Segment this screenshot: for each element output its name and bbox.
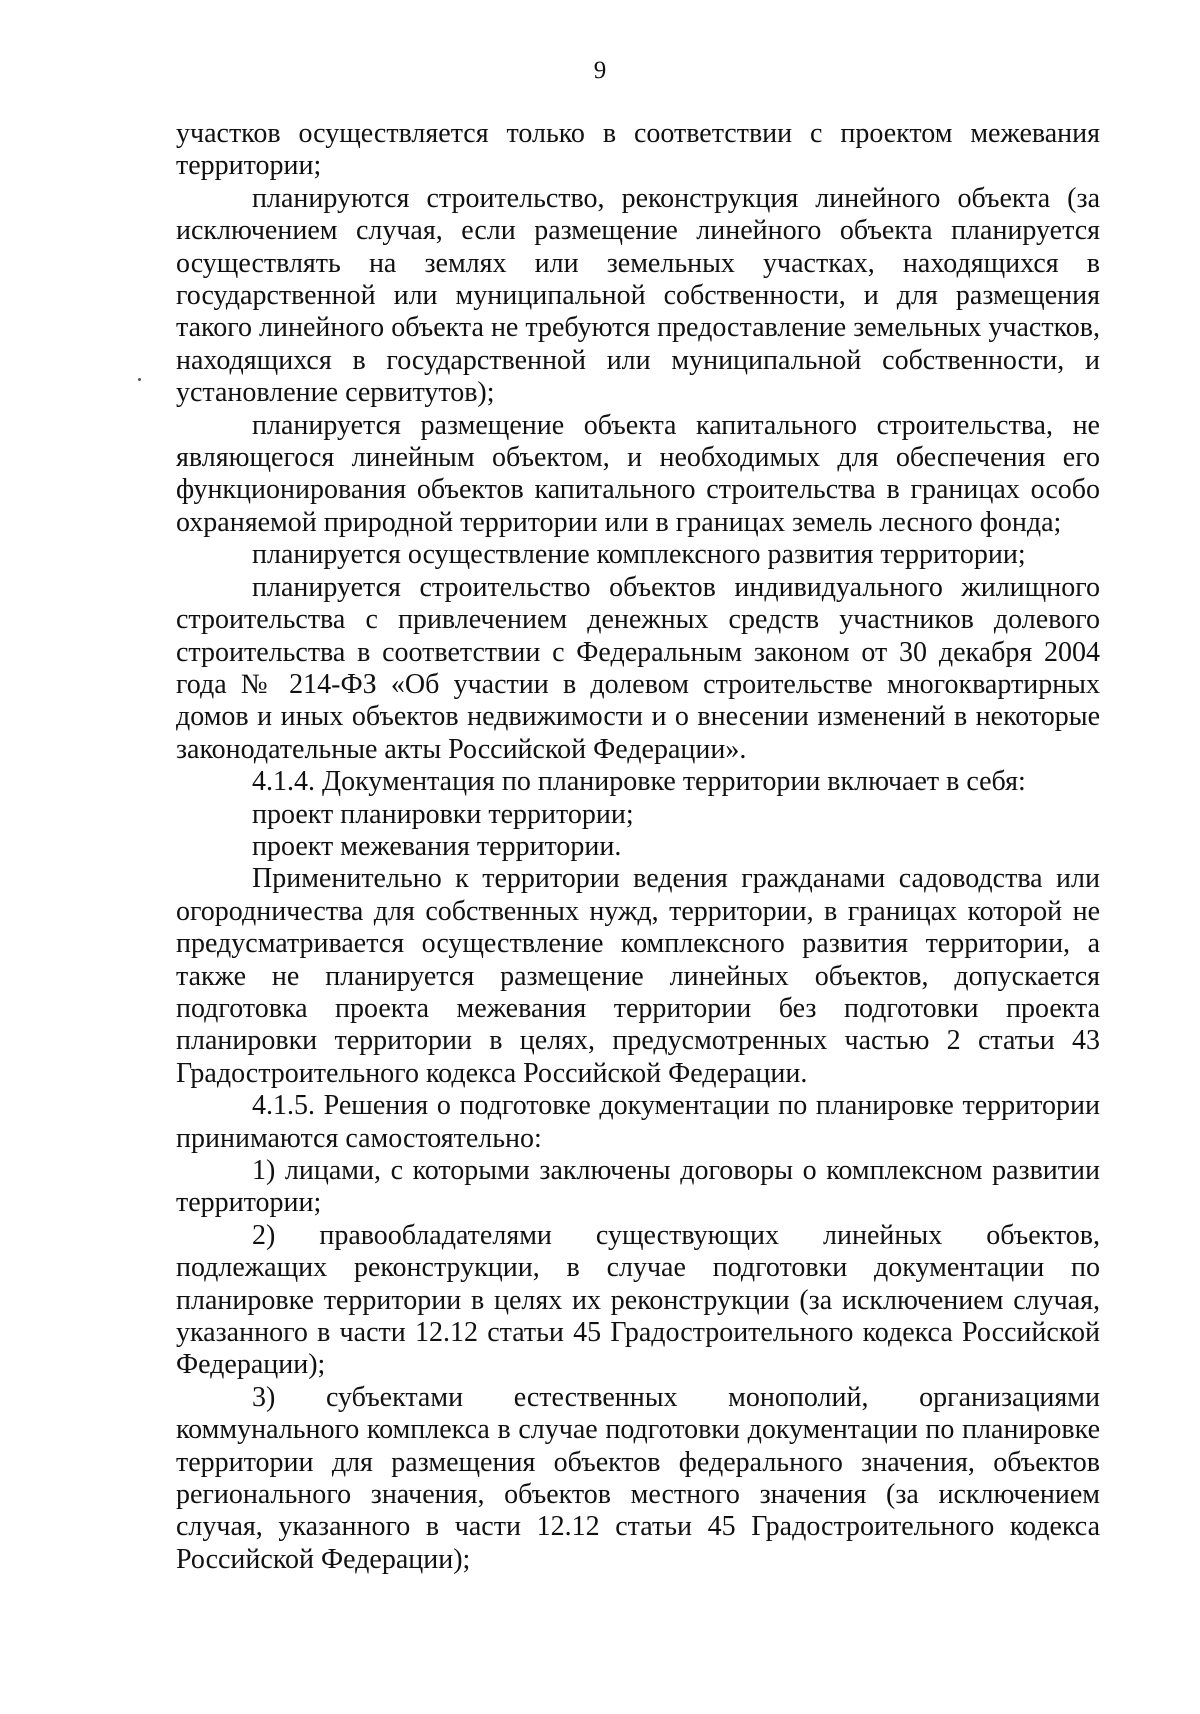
paragraph-capital-construction: планируется размещение объекта капитального строительства, не являющегося линейным объектом, и необходимых для обеспечения его функционирования объектов капитального строительства в границах особо охраняемой природной территории или в границах земель лесного фонда; bbox=[176, 409, 1100, 538]
paragraph-planning-project: проект планировки территории; bbox=[252, 798, 634, 830]
paragraph-individual-housing: планируется строительство объектов индивидуального жилищного строительства с привлечением денежных средств участников долевого строительства в соответствии с Федеральным законом от 30 декабря 2004 года № 214-ФЗ «Об участии в долевом строительстве многоквартирных домов и иных объектов недвижимости и о внесении изменений в некоторые законодательные акты Российской Федерации». bbox=[176, 571, 1100, 765]
list-item-2: 2) правообладателями существующих линейных объектов, подлежащих реконструкции, в случае подготовки документации по планировке территории в целях их реконструкции (за исключением случая, указанного в части 12.12 статьи 45 Градостроительного кодекса Российской Федерации); bbox=[176, 1219, 1100, 1381]
paragraph-gardening-territory: Применительно к территории ведения гражданами садоводства или огородничества для собственных нужд, территории, в границах которой не предусматривается осуществление комплексного развития территории, а также не планируется размещение линейных объектов, допускается подготовка проекта межевания территории без подготовки проекта планировки территории в целях, предусмотренных частью 2 статьи 43 Градостроительного кодекса Российской Федерации. bbox=[176, 863, 1100, 1089]
paragraph-complex-development: планируется осуществление комплексного развития территории; bbox=[252, 539, 1026, 571]
paragraph-4-1-4: 4.1.4. Документация по планировке территории включает в себя: bbox=[252, 766, 1026, 798]
paragraph-4-1-5: 4.1.5. Решения о подготовке документации по планировке территории принимаются самостоятельно: bbox=[176, 1090, 1100, 1154]
list-item-3: 3) субъектами естественных монополий, организациями коммунального комплекса в случае подготовки документации по планировке территории для размещения объектов федерального значения, объектов регионального значения, объектов местного значения (за исключением случая, указанного в части 12.12 статьи 45 Градостроительного кодекса Российской Федерации); bbox=[176, 1381, 1100, 1575]
list-item-1: 1) лицами, с которыми заключены договоры о комплексном развитии территории; bbox=[176, 1155, 1100, 1219]
page-number: 9 bbox=[593, 57, 607, 84]
paragraph-surveying-project: проект межевания территории. bbox=[252, 830, 622, 862]
scan-speck bbox=[138, 378, 141, 381]
paragraph-linear-object: планируются строительство, реконструкция линейного объекта (за исключением случая, если размещение линейного объекта планируется осуществлять на землях или земельных участках, находящихся в государственной или муниципальной собственности, и для размещения такого линейного объекта не требуются предоставление земельных участков, находящихся в государственной или муниципальной собственности, и установление сервитутов); bbox=[176, 182, 1100, 409]
document-body bbox=[176, 118, 1100, 1576]
paragraph-continuation: участков осуществляется только в соответствии с проектом межевания территории; bbox=[176, 118, 1100, 182]
